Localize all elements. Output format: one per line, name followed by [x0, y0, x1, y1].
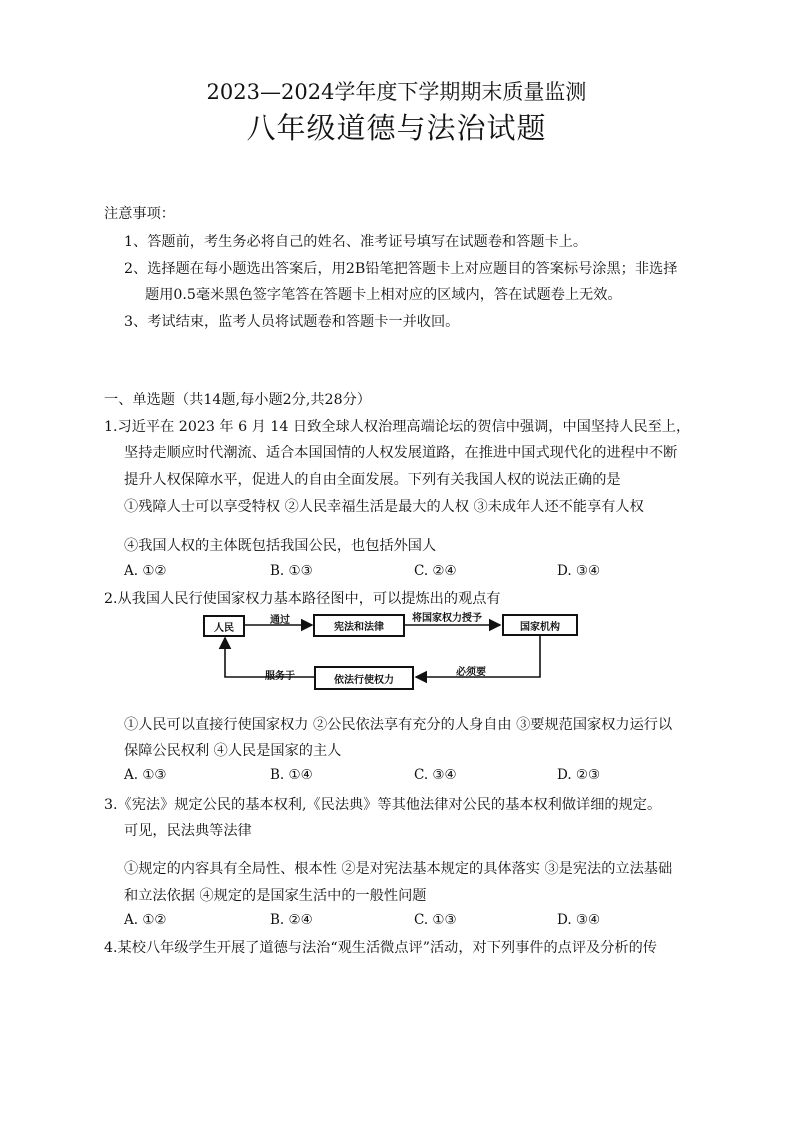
- notice-title: 注意事项：: [104, 206, 175, 222]
- question-1-line: ④我国人权的主体既包括我国公民，也包括外国人: [124, 538, 437, 554]
- arrow-exercise-to-people: [225, 638, 314, 677]
- question-2-line: 保障公民权利 ④人民是国家的主人: [124, 743, 342, 759]
- question-3-line: 3.《宪法》规定公民的基本权利,《民法典》等其他法律对公民的基本权利做详细的规定。: [104, 797, 662, 813]
- question-3-line: ①规定的内容具有全局性、根本性 ②是对宪法基本规定的具体落实 ③是宪法的立法基础: [124, 861, 673, 877]
- question-3-line: 可见，民法典等法律: [124, 823, 252, 839]
- question-1-option-c: C. ②④: [414, 563, 457, 579]
- question-3-option-b: B. ②④: [270, 912, 313, 928]
- question-1-line: 提升人权保障水平，促进人的自由全面发展。下列有关我国人权的说法正确的是: [124, 472, 621, 488]
- exam-year-title: 2023—2024学年度下学期期末质量监测: [206, 80, 587, 104]
- notice-item: 2、选择题在每小题选出答案后，用2B铅笔把答题卡上对应题目的答案标号涂黑；非选择: [124, 261, 678, 277]
- label-serve: 服务于: [265, 671, 295, 682]
- question-2-option-a: A. ①③: [124, 767, 167, 783]
- notice-item: 3、考试结束，监考人员将试题卷和答题卡一并收回。: [124, 314, 460, 330]
- question-1-line: ①残障人士可以享受特权 ②人民幸福生活是最大的人权 ③未成年人还不能享有人权: [124, 499, 644, 515]
- question-3-option-c: C. ①③: [414, 912, 457, 928]
- arrow-organ-to-exercise: [416, 634, 540, 677]
- box-state-organs: 国家机构: [502, 614, 578, 636]
- box-people: 人民: [203, 615, 245, 637]
- question-1-option-d: D. ③④: [557, 563, 601, 579]
- label-grant-power: 将国家权力授予: [412, 613, 482, 624]
- question-4-line: 4.某校八年级学生开展了道德与法治“观生活微点评”活动，对下列事件的点评及分析的传: [104, 940, 657, 956]
- exam-subject-title: 八年级道德与法治试题: [246, 111, 547, 145]
- question-2-line: ①人民可以直接行使国家权力 ②公民依法享有充分的人身自由 ③要规范国家权力运行以: [124, 717, 673, 733]
- question-1-line: 1.习近平在 2023 年 6 月 14 日致全球人权治理高端论坛的贺信中强调，中国坚持人民至上，: [104, 419, 691, 435]
- question-1-line: 坚持走顺应时代潮流、适合本国国情的人权发展道路，在推进中国式现代化的进程中不断: [124, 445, 678, 461]
- label-must: 必须要: [456, 667, 486, 678]
- question-1-option-a: A. ①②: [124, 563, 167, 579]
- box-exercise-power: 依法行使权力: [314, 666, 414, 690]
- question-2-option-b: B. ①④: [270, 767, 313, 783]
- question-3-option-a: A. ①②: [124, 912, 167, 928]
- label-through: 通过: [270, 615, 290, 626]
- box-constitution-law: 宪法和法律: [313, 614, 405, 637]
- question-2-option-d: D. ②③: [557, 767, 601, 783]
- notice-item: 1、答题前，考生务必将自己的姓名、准考证号填写在试题卷和答题卡上。: [124, 234, 588, 250]
- question-1-option-b: B. ①③: [270, 563, 313, 579]
- question-3-line: 和立法依据 ④规定的是国家生活中的一般性问题: [124, 888, 427, 904]
- notice-item: 题用0.5毫米黑色签字笔答在答题卡上相对应的区域内，答在试题卷上无效。: [145, 287, 622, 303]
- question-2-stem: 2.从我国人民行使国家权力基本路径图中，可以提炼出的观点有: [104, 591, 501, 607]
- question-2-option-c: C. ③④: [414, 767, 457, 783]
- question-3-option-d: D. ③④: [557, 912, 601, 928]
- section-title: 一、单选题（共14题,每小题2分,共28分）: [104, 392, 371, 408]
